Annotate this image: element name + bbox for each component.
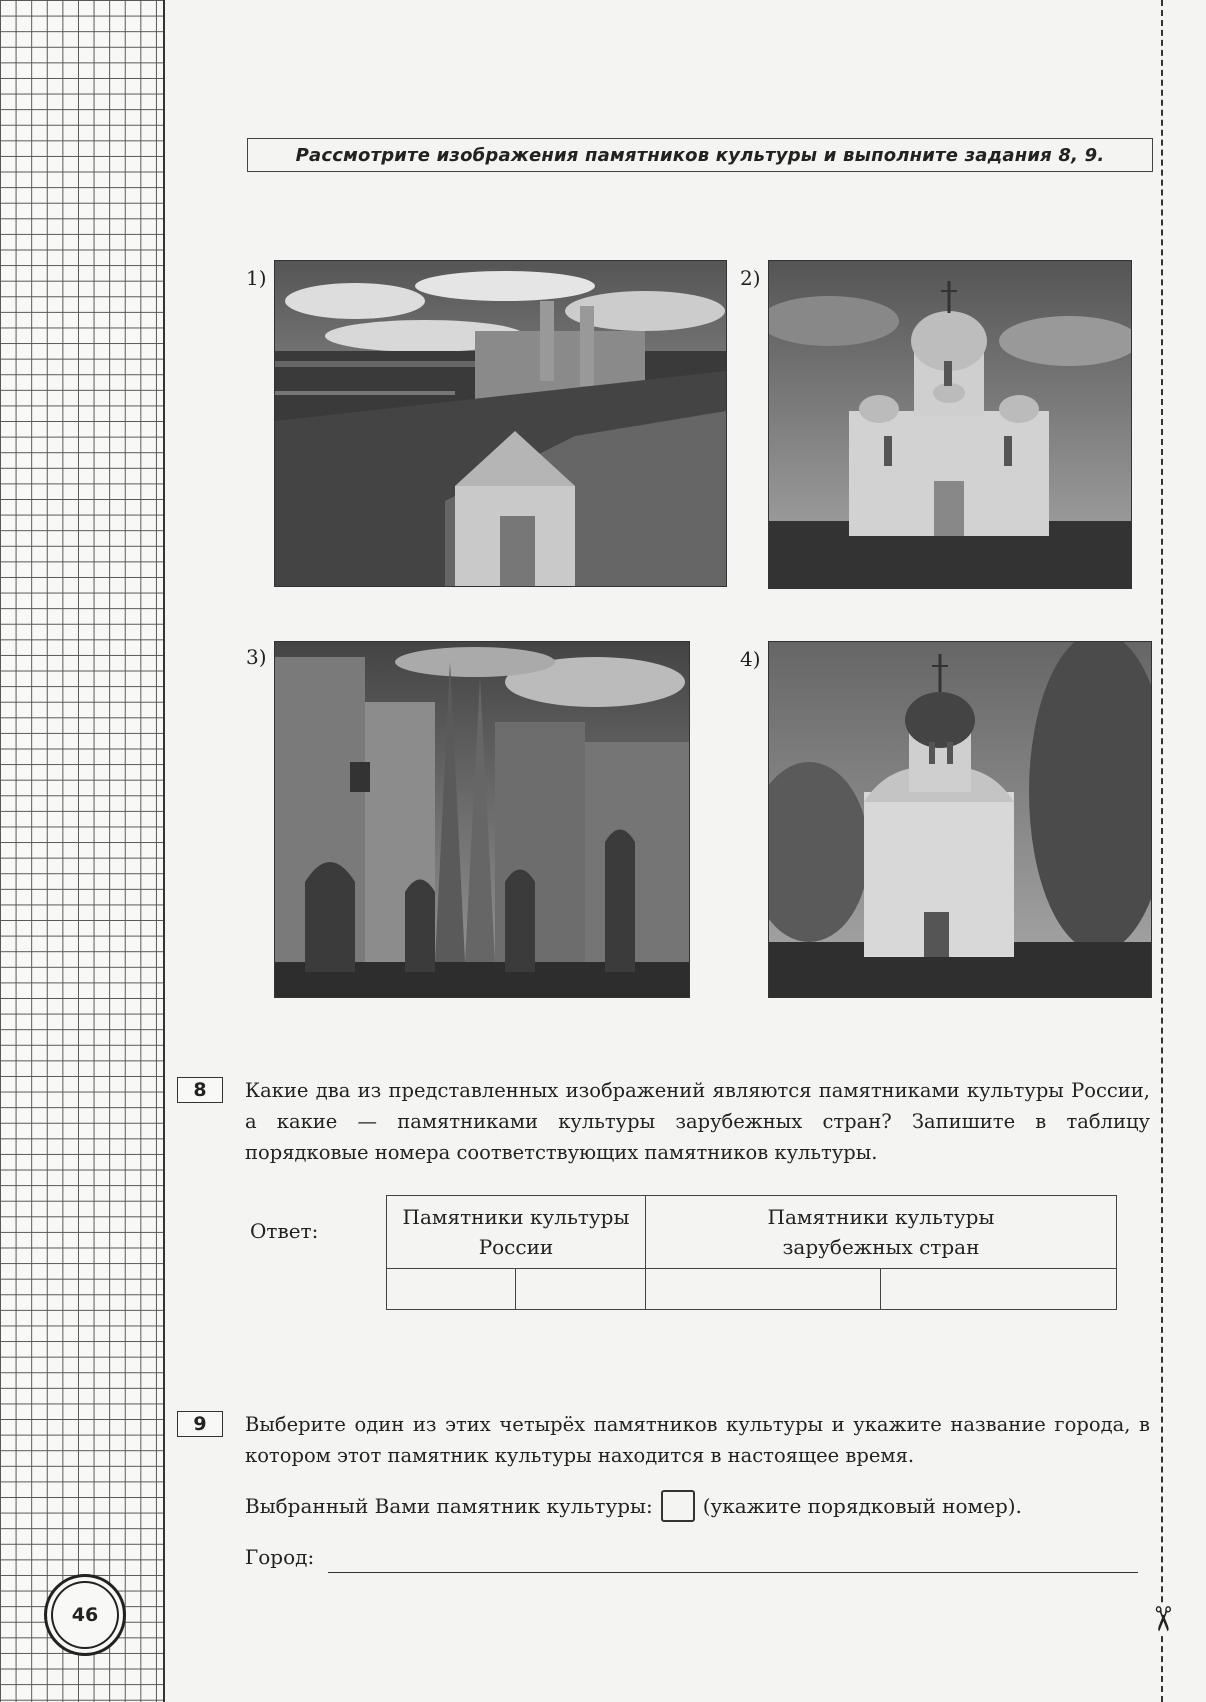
gothic-college-photo (274, 260, 727, 587)
image-label-3: 3) (246, 645, 267, 669)
answer-cell[interactable] (645, 1269, 881, 1310)
answer-cell[interactable] (516, 1269, 645, 1310)
instruction-heading: Рассмотрите изображения памятников культуры и выполните задания 8, 9. (247, 138, 1153, 172)
domed-church-photo (768, 260, 1132, 589)
chosen-number-box[interactable] (661, 1490, 695, 1522)
image-label-2: 2) (740, 266, 761, 290)
answer-label: Ответ: (250, 1219, 319, 1243)
answer-cell[interactable] (387, 1269, 516, 1310)
task-9-text: Выберите один из этих четырёх памятников культуры и укажите название города, в котором этот памятник культуры находится в настоящее время. (245, 1413, 1150, 1467)
chosen-monument-hint: (укажите порядковый номер). (702, 1494, 1022, 1518)
page-number: 46 (44, 1574, 126, 1656)
image-label-1: 1) (246, 266, 267, 290)
answer-cell[interactable] (881, 1269, 1117, 1310)
column-header-russia: Памятники культуры России (387, 1196, 646, 1269)
single-dome-church-photo (768, 641, 1152, 998)
chosen-monument-label: Выбранный Вами памятник культуры: (245, 1494, 653, 1518)
chosen-monument-line (245, 1490, 1022, 1522)
task-number-8: 8 (177, 1077, 223, 1103)
task-number-9: 9 (177, 1411, 223, 1437)
scissors-icon: ✂ (1142, 1604, 1182, 1634)
column-header-foreign: Памятники культуры зарубежных стран (645, 1196, 1116, 1269)
city-label: Город: (245, 1545, 315, 1569)
city-answer-line[interactable] (328, 1572, 1138, 1573)
answer-table (386, 1195, 1117, 1310)
image-label-4: 4) (740, 647, 761, 671)
cut-line (1161, 0, 1163, 1702)
graph-paper-margin (0, 0, 165, 1702)
task-8-text: Какие два из представленных изображений являются памятниками культуры России, а какие — памятниками культуры зарубежных стран? Запишите в таблицу порядковые номера соответствующих памятников культуры. (245, 1079, 1150, 1164)
gothic-palace-photo (274, 641, 690, 998)
